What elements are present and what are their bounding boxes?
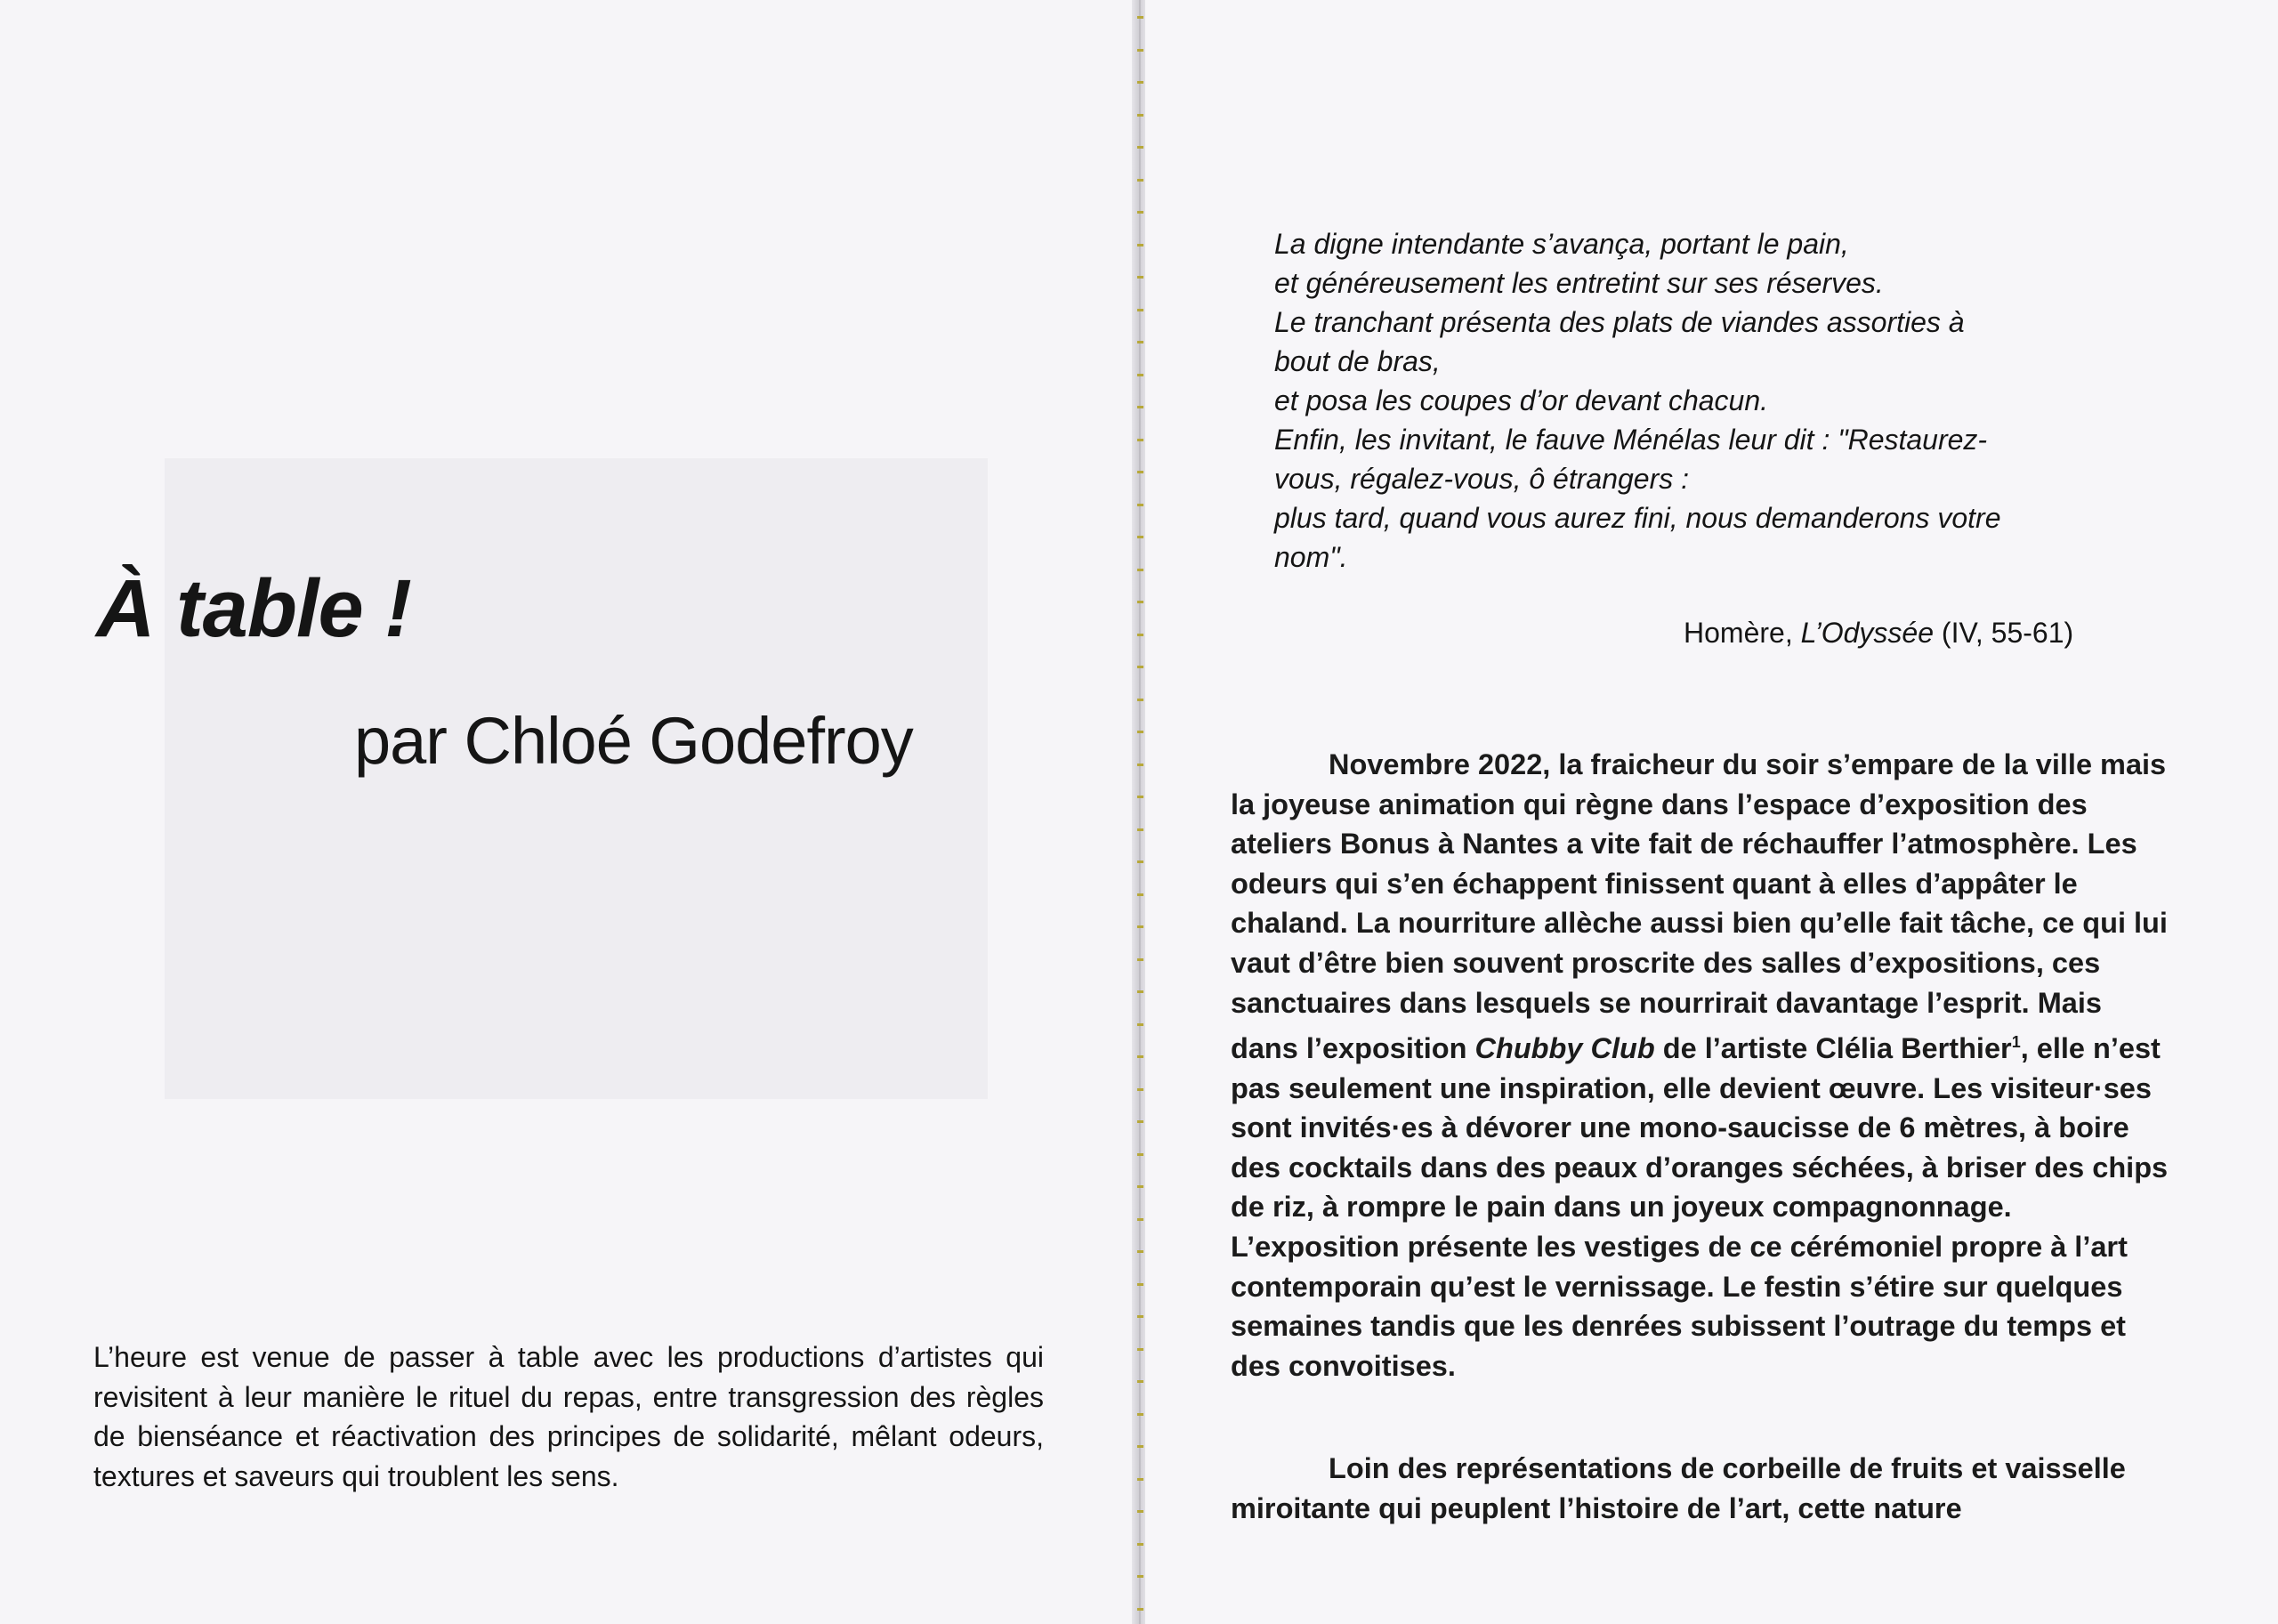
epigraph-quote xyxy=(1274,224,2120,577)
quote-line: vous, régalez-vous, ô étrangers : xyxy=(1274,463,1690,495)
paragraph-text: , elle n’est pas seulement une inspiration, elle devient œuvre. Les visiteur·ses sont invités·es à dévorer une mono-saucisse de 6 mètres, à boire des cocktails dans des peaux d’oranges séchées, à briser des chips de riz, à rompre le pain dans un joyeux compagnonnage. L’exposition présente les vestiges de ce cérémoniel propre à l’art contemporain qu’est le vernissage. Le festin s’étire sur quelques semaines tandis que les denrées subissent l’outrage du temps et des convoitises. xyxy=(1231,1031,2169,1382)
stitch-mark xyxy=(1137,1250,1143,1253)
stitch-mark xyxy=(1137,1088,1143,1091)
show-through-image xyxy=(165,458,988,1099)
article-author: par Chloé Godefroy xyxy=(354,704,913,778)
stitch-mark xyxy=(1137,1153,1143,1156)
stitch-mark xyxy=(1137,828,1143,831)
stitch-mark xyxy=(1137,536,1143,538)
stitch-mark xyxy=(1137,1575,1143,1578)
stitch-mark xyxy=(1137,1283,1143,1286)
stitch-mark xyxy=(1137,16,1143,19)
stitch-mark xyxy=(1137,731,1143,733)
stitch-mark xyxy=(1137,1543,1143,1546)
stitch-mark xyxy=(1137,1185,1143,1188)
stitch-mark xyxy=(1137,471,1143,473)
stitch-mark xyxy=(1137,1413,1143,1416)
stitch-mark xyxy=(1137,341,1143,343)
stitch-mark xyxy=(1137,1218,1143,1221)
stitch-mark xyxy=(1137,990,1143,993)
quote-citation xyxy=(1684,617,2073,650)
paragraph-text: Novembre 2022, la fraicheur du soir s’empare de la ville mais la joyeuse animation qui règne dans l’espace d’exposition des ateliers Bonus à Nantes a vite fait de réchauffer l’atmosphère. Les odeurs qui s’en échappent finissent quant à elles d’appâter le chaland. La nourriture allèche aussi bien qu’elle fait tâche, ce qui lui vaut d’être bien souvent proscrite des salles d’expositions, ces sanctuaires dans lesquels se nourrirait davantage l’esprit. Mais dans l’exposition xyxy=(1231,748,2168,1064)
stitch-mark xyxy=(1137,179,1143,182)
stitch-mark xyxy=(1137,1510,1143,1513)
stitch-mark xyxy=(1137,374,1143,376)
citation-reference: (IV, 55-61) xyxy=(1934,617,2074,649)
stitch-mark xyxy=(1137,893,1143,896)
stitch-mark xyxy=(1137,569,1143,571)
quote-line: plus tard, quand vous aurez fini, nous demanderons votre xyxy=(1274,502,2001,534)
stitch-mark xyxy=(1137,1380,1143,1383)
stitch-mark xyxy=(1137,276,1143,279)
stitch-mark xyxy=(1137,244,1143,246)
stitch-mark xyxy=(1137,309,1143,311)
stitch-mark xyxy=(1137,1120,1143,1123)
quote-line: et posa les coupes d’or devant chacun. xyxy=(1274,384,1769,416)
quote-line: Enfin, les invitant, le fauve Ménélas leur dit : "Restaurez- xyxy=(1274,424,1988,456)
exhibition-title: Chubby Club xyxy=(1474,1031,1655,1064)
body-paragraph-2: Loin des représentations de corbeille de fruits et vaisselle miroitante qui peuplent l’histoire de l’art, cette nature xyxy=(1231,1452,2126,1524)
stitch-mark xyxy=(1137,1478,1143,1481)
stitch-mark xyxy=(1137,666,1143,668)
stitch-mark xyxy=(1137,406,1143,408)
citation-author: Homère, xyxy=(1684,617,1801,649)
stitch-mark xyxy=(1137,764,1143,766)
stitch-mark xyxy=(1137,1348,1143,1351)
stitch-mark xyxy=(1137,439,1143,441)
stitch-mark xyxy=(1137,1445,1143,1448)
stitch-mark xyxy=(1137,634,1143,636)
stitch-mark xyxy=(1137,796,1143,798)
stitch-mark xyxy=(1137,1608,1143,1611)
paragraph-text: de l’artiste Clélia Berthier xyxy=(1654,1031,2012,1064)
article-title: À table ! xyxy=(96,563,411,654)
quote-line: Le tranchant présenta des plats de viandes assorties à xyxy=(1274,306,1965,338)
citation-work: L’Odyssée xyxy=(1800,617,1935,649)
stitch-mark xyxy=(1137,81,1143,84)
stitch-mark xyxy=(1137,1315,1143,1318)
stitch-mark xyxy=(1137,114,1143,117)
stitch-mark xyxy=(1137,860,1143,863)
intro-paragraph: L’heure est venue de passer à table avec les productions d’artistes qui revisitent à leur manière le rituel du repas, entre transgression des règles de bienséance et réactivation des principes de solidarité, mêlant odeurs, textures et saveurs qui troublent les sens. xyxy=(93,1341,1044,1492)
quote-line: nom". xyxy=(1274,541,1348,573)
stitch-mark xyxy=(1137,1023,1143,1026)
stitch-mark xyxy=(1137,211,1143,214)
stitch-mark xyxy=(1137,601,1143,603)
quote-line: bout de bras, xyxy=(1274,345,1441,377)
body-paragraph-1 xyxy=(1231,745,2177,1386)
stitch-mark xyxy=(1137,1055,1143,1058)
stitch-mark xyxy=(1137,504,1143,506)
stitch-mark xyxy=(1137,146,1143,149)
quote-line: La digne intendante s’avança, portant le pain, xyxy=(1274,228,1849,260)
stitch-mark xyxy=(1137,958,1143,961)
quote-line: et généreusement les entretint sur ses réserves. xyxy=(1274,267,1884,299)
stitch-mark xyxy=(1137,49,1143,52)
footnote-marker: 1 xyxy=(2011,1033,2021,1052)
left-page xyxy=(0,0,1135,1624)
stitch-mark xyxy=(1137,699,1143,701)
stitch-mark xyxy=(1137,925,1143,928)
